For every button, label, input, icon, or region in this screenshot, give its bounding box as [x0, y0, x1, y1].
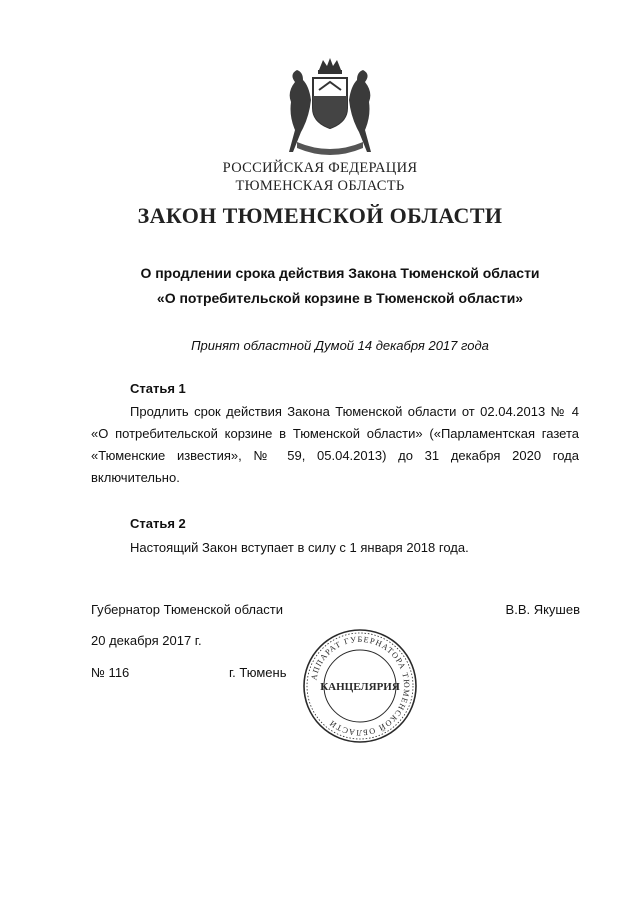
law-number: № 116 [91, 665, 130, 680]
country-heading: РОССИЙСКАЯ ФЕДЕРАЦИЯ [222, 160, 418, 176]
signing-city: г. Тюмень [229, 665, 287, 680]
stamp-center-text: КАНЦЕЛЯРИЯ [320, 681, 400, 693]
stamp-ring-text: АППАРАТ ГУБЕРНАТОРА ТЮМЕНСКОЙ ОБЛАСТИ [309, 634, 412, 738]
signatory-name: В.В. Якушев [505, 602, 580, 617]
law-heading: ЗАКОН ТЮМЕНСКОЙ ОБЛАСТИ [137, 203, 503, 228]
article-1-text: Продлить срок действия Закона Тюменской области от 02.04.2013 № 4 «О потребительской корзине в Тюменской области» («Парламентская газета «Тюменские известия», № 59, 05.04.2013) до 31 декабря 2020 года включительно. [91, 404, 579, 485]
article-2-heading: Статья 2 [130, 516, 186, 531]
tyumen-coat-of-arms-icon [283, 56, 377, 162]
signing-date: 20 декабря 2017 г. [91, 633, 202, 648]
adoption-note: Принят областной Думой 14 декабря 2017 года [191, 338, 489, 353]
article-2-text: Настоящий Закон вступает в силу с 1 января 2018 года. [130, 540, 469, 555]
signatory-title: Губернатор Тюменской области [91, 602, 283, 617]
region-heading: ТЮМЕНСКАЯ ОБЛАСТЬ [235, 178, 405, 194]
law-title-line-1: О продлении срока действия Закона Тюменской области [140, 265, 540, 281]
office-stamp [301, 627, 419, 745]
article-1-heading: Статья 1 [130, 381, 186, 396]
law-title-line-2: «О потребительской корзине в Тюменской области» [156, 290, 524, 306]
